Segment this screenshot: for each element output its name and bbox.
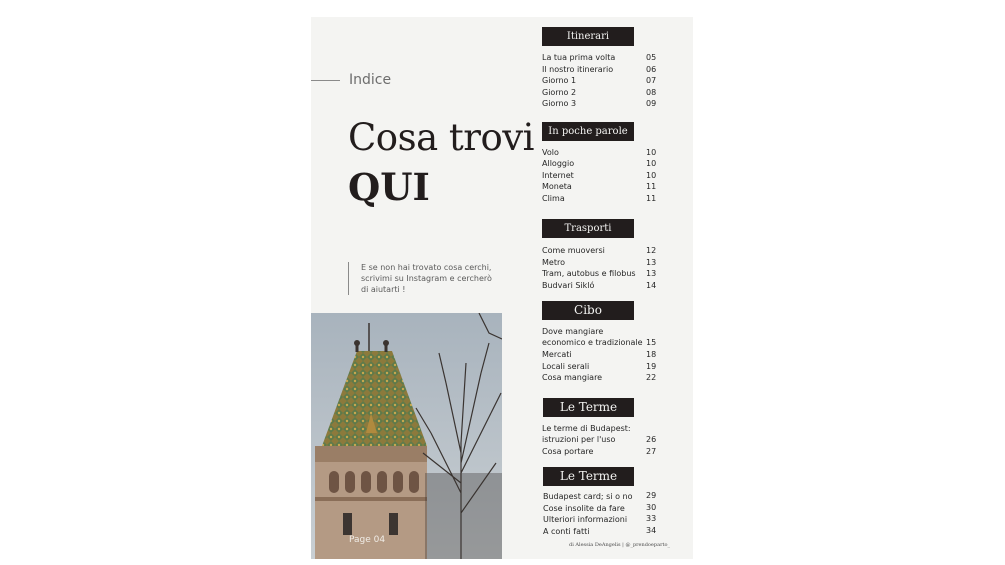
toc-page: 12 [646, 246, 657, 255]
toc-entry[interactable]: Dove mangiare [542, 327, 604, 336]
toc-page: 06 [646, 65, 657, 74]
toc-entry[interactable]: Come muoversi [542, 246, 605, 255]
building-photo [311, 313, 502, 559]
indice-rule [311, 80, 340, 81]
toc-page: 30 [646, 503, 657, 512]
toc-entry[interactable]: economico e tradizionale [542, 338, 643, 347]
toc-entry[interactable]: La tua prima volta [542, 53, 616, 62]
toc-entry[interactable]: Locali serali [542, 362, 590, 371]
toc-entry[interactable]: istruzioni per l'uso [542, 435, 616, 444]
toc-page: 33 [646, 514, 657, 523]
page-number-label: Page 04 [349, 535, 386, 545]
toc-entry[interactable]: Giorno 2 [542, 88, 577, 97]
section-header-trasporti: Trasporti [542, 219, 634, 238]
author-credit: di Alessia DeAngelis | @_prendoeparto_ [569, 542, 670, 548]
toc-page: 10 [646, 171, 657, 180]
toc-page: 15 [646, 338, 657, 347]
toc-page: 29 [646, 491, 657, 500]
toc-entry[interactable]: Internet [542, 171, 574, 180]
toc-page: 19 [646, 362, 657, 371]
toc-entry[interactable]: A conti fatti [543, 527, 590, 536]
toc-entry[interactable]: Ulteriori informazioni [543, 515, 628, 524]
toc-entry[interactable]: Budapest card; si o no [543, 492, 633, 501]
toc-entry[interactable]: Budvari Sikló [542, 281, 595, 290]
toc-entry[interactable]: Alloggio [542, 159, 575, 168]
toc-page: 08 [646, 88, 657, 97]
toc-page: 34 [646, 526, 657, 535]
toc-entry[interactable]: Giorno 3 [542, 99, 577, 108]
section-header-le-terme: Le Terme [543, 398, 634, 417]
toc-entry[interactable]: Moneta [542, 182, 572, 191]
page-title-line1: Cosa trovi [348, 116, 534, 159]
toc-entry[interactable]: Giorno 1 [542, 76, 577, 85]
toc-entry[interactable]: Volo [542, 148, 559, 157]
indice-label: Indice [349, 72, 392, 88]
toc-page: 10 [646, 159, 657, 168]
section-header-itinerari: Itinerari [542, 27, 634, 46]
toc-page: 22 [646, 373, 657, 382]
toc-page: 05 [646, 53, 657, 62]
toc-entry[interactable]: Clima [542, 194, 565, 203]
toc-entry[interactable]: Il nostro itinerario [542, 65, 614, 74]
toc-page: 18 [646, 350, 657, 359]
instagram-note: E se non hai trovato cosa cerchi, scrivimi su Instagram e cercherò di aiutarti ! [348, 262, 501, 295]
toc-page: 27 [646, 447, 657, 456]
toc-entry[interactable]: Le terme di Budapest: [542, 424, 631, 433]
toc-page: 11 [646, 194, 657, 203]
toc-entry[interactable]: Tram, autobus e filobus [542, 269, 636, 278]
toc-page: 13 [646, 258, 657, 267]
section-header-le-terme-2: Le Terme [543, 467, 634, 486]
toc-entry[interactable]: Metro [542, 258, 565, 267]
toc-entry[interactable]: Cosa mangiare [542, 373, 603, 382]
toc-page: 14 [646, 281, 657, 290]
toc-entry[interactable]: Cosa portare [542, 447, 594, 456]
toc-page: 13 [646, 269, 657, 278]
toc-page: 07 [646, 76, 657, 85]
section-header-cibo: Cibo [542, 301, 634, 320]
toc-page: 11 [646, 182, 657, 191]
toc-page: 26 [646, 435, 657, 444]
document-page [311, 17, 693, 559]
page-title-line2: QUI [348, 165, 430, 209]
section-header-in-poche-parole: In poche parole [542, 122, 634, 141]
toc-entry[interactable]: Cose insolite da fare [543, 504, 625, 513]
toc-entry[interactable]: Mercati [542, 350, 572, 359]
toc-page: 10 [646, 148, 657, 157]
toc-page: 09 [646, 99, 657, 108]
